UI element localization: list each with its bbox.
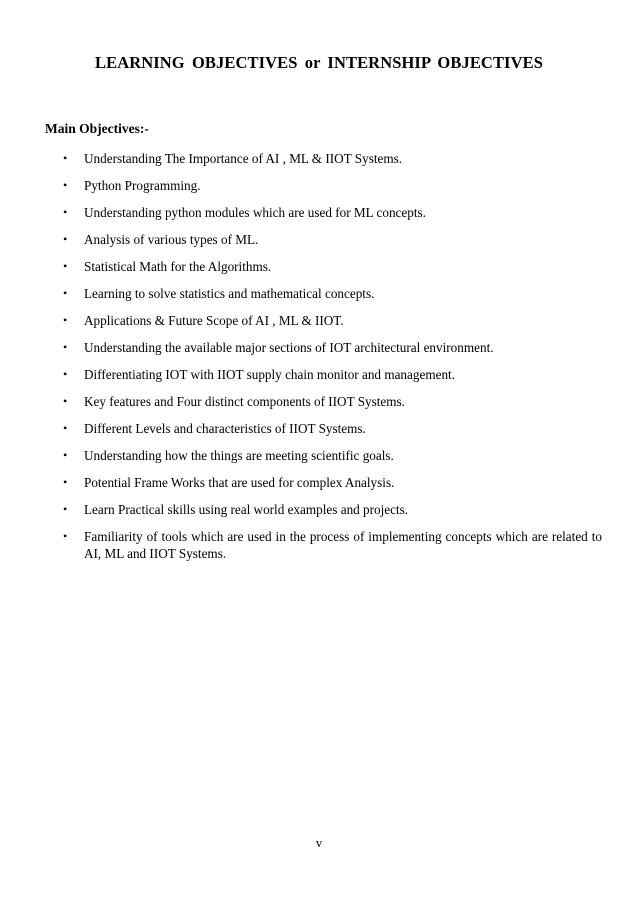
list-item [0, 528, 638, 562]
objective-text: Learn Practical skills using real world examples and projects. [84, 502, 409, 517]
page-number: v [315, 836, 323, 850]
bullet-icon: • [63, 421, 68, 435]
objective-text: Statistical Math for the Algorithms. [84, 259, 272, 274]
objective-text: Different Levels and characteristics of IIOT Systems. [84, 421, 366, 436]
list-item [0, 501, 638, 518]
bullet-icon: • [63, 259, 68, 273]
objective-text: Python Programming. [84, 178, 201, 193]
list-item [0, 150, 638, 167]
bullet-icon: • [63, 394, 68, 408]
list-item [0, 366, 638, 383]
bullet-icon: • [63, 313, 68, 327]
bullet-icon: • [63, 529, 68, 543]
bullet-icon: • [63, 232, 68, 246]
list-item [0, 447, 638, 464]
bullet-icon: • [63, 178, 68, 192]
list-item [0, 258, 638, 275]
bullet-icon: • [63, 475, 68, 489]
objective-text: Learning to solve statistics and mathematical concepts. [84, 286, 375, 301]
objective-text: Understanding The Importance of AI , ML & IIOT Systems. [84, 151, 403, 166]
list-item [0, 177, 638, 194]
bullet-icon: • [63, 205, 68, 219]
bullet-icon: • [63, 151, 68, 165]
objective-text: Applications & Future Scope of AI , ML & IIOT. [84, 313, 344, 328]
page-title: LEARNING OBJECTIVES or INTERNSHIP OBJECTIVES [95, 53, 543, 72]
list-item [0, 420, 638, 437]
section-heading: Main Objectives:- [45, 121, 149, 136]
objective-text: Familiarity of tools which are used in the process of implementing concepts which are related to AI, ML and IIOT Systems. [84, 529, 602, 561]
list-item [0, 312, 638, 329]
objective-text: Understanding how the things are meeting scientific goals. [84, 448, 394, 463]
list-item [0, 285, 638, 302]
list-item [0, 393, 638, 410]
bullet-icon: • [63, 502, 68, 516]
objective-text: Differentiating IOT with IIOT supply chain monitor and management. [84, 367, 455, 382]
objectives-list [0, 142, 638, 562]
objective-text: Potential Frame Works that are used for complex Analysis. [84, 475, 395, 490]
objective-text: Understanding the available major sections of IOT architectural environment. [84, 340, 494, 355]
bullet-icon: • [63, 448, 68, 462]
list-item [0, 231, 638, 248]
objective-text: Key features and Four distinct components of IIOT Systems. [84, 394, 405, 409]
list-item [0, 474, 638, 491]
bullet-icon: • [63, 340, 68, 354]
bullet-icon: • [63, 367, 68, 381]
list-item [0, 339, 638, 356]
bullet-icon: • [63, 286, 68, 300]
list-item [0, 204, 638, 221]
objective-text: Understanding python modules which are used for ML concepts. [84, 205, 426, 220]
objective-text: Analysis of various types of ML. [84, 232, 259, 247]
